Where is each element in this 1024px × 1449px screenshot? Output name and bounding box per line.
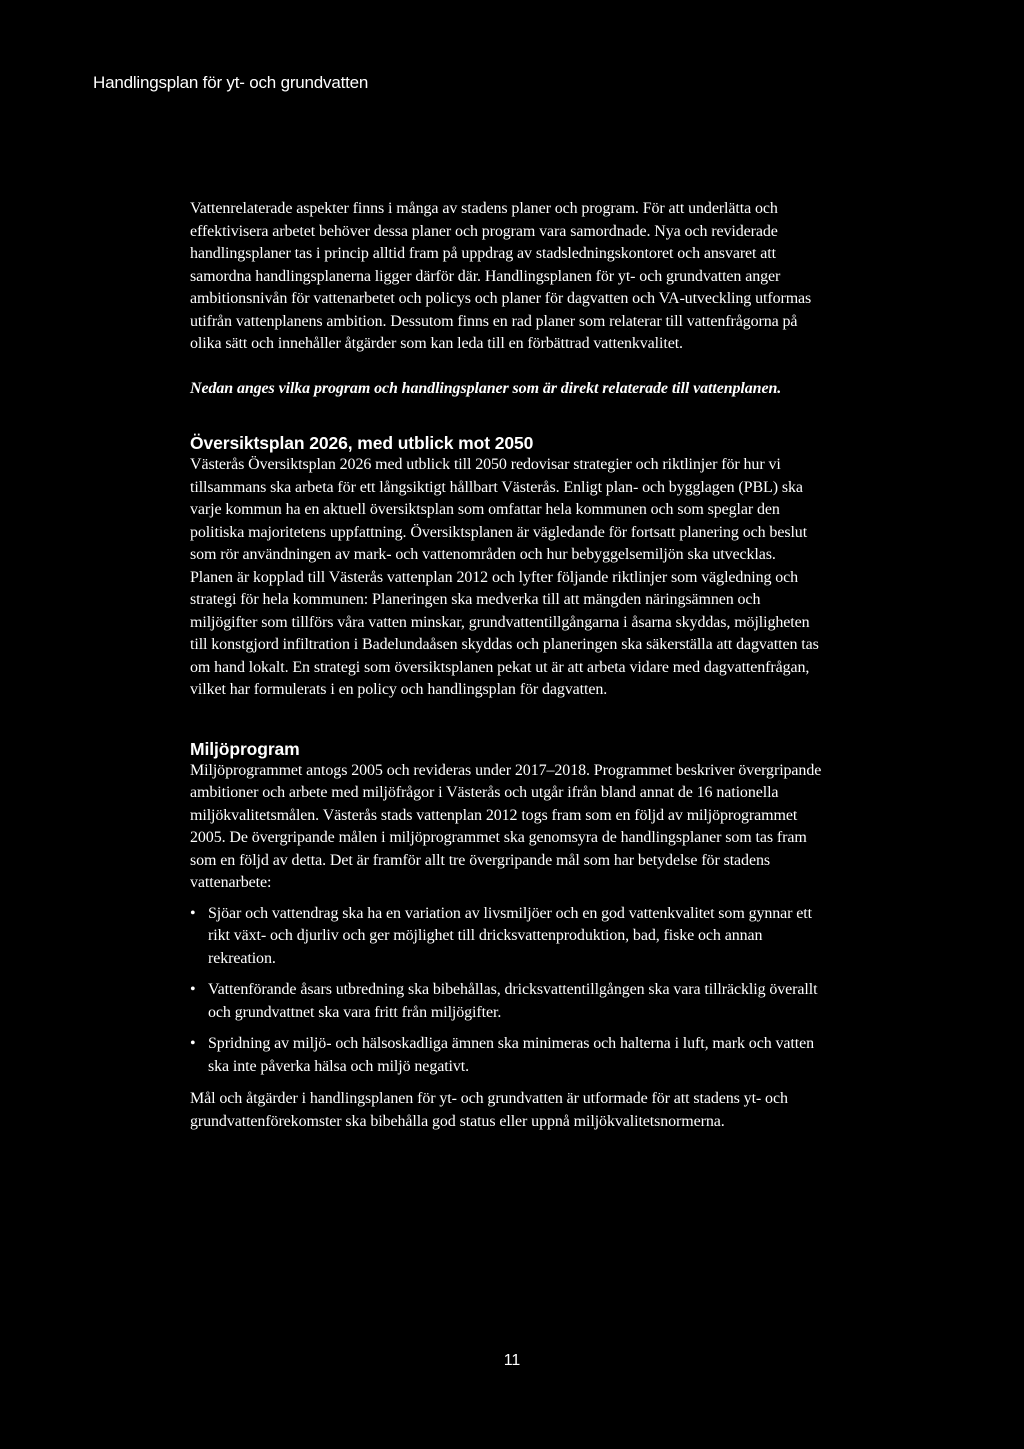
goal-list	[190, 903, 822, 1079]
list-item	[190, 979, 822, 1024]
bullet-icon: •	[190, 1035, 196, 1052]
page-number: 11	[503, 1352, 521, 1369]
closing-paragraph: Mål och åtgärder i handlingsplanen för yt- och grundvatten är utformade för att stadens yt- och grundvattenförekomster ska bibehålla god status eller uppnå miljökvalitetsnormerna.	[190, 1090, 788, 1130]
section-oversiktsplan	[190, 432, 822, 702]
bullet-icon: •	[190, 981, 196, 998]
list-item	[190, 1033, 822, 1078]
emphasis-paragraph: Nedan anges vilka program och handlingsplaner som är direkt relaterade till vattenplanen.	[190, 379, 782, 397]
list-item	[190, 903, 822, 971]
section-heading-miljoprogram: Miljöprogram	[190, 738, 300, 759]
list-item-text: Sjöar och vattendrag ska ha en variation av livsmiljöer och en god vattenkvalitet som gynnar ett rikt växt- och djurliv och ger möjlighet till dricksvattenproduktion, bad, fiske och annan rekreation.	[208, 904, 813, 967]
section-miljoprogram	[190, 738, 822, 1134]
list-item-text: Spridning av miljö- och hälsoskadliga ämnen ska minimeras och halterna i luft, mark och vatten ska inte påverka hälsa och miljö negativt.	[208, 1035, 814, 1075]
section-body-miljoprogram: Miljöprogrammet antogs 2005 och revideras under 2017–2018. Programmet beskriver övergripande ambitioner och arbete med miljöfrågor i Västerås och utgår ifrån bland annat de 16 nationella miljökvalitetsmålen. Västerås stads vattenplan 2012 togs fram som en följd av miljöprogrammet 2005. De övergripande målen i miljöprogrammet ska genomsyra de handlingsplaner som tas fram som en följd av detta. Det är framför allt tre övergripande mål som har betydelse för stadens vattenarbete:	[190, 761, 822, 891]
page-content	[190, 198, 822, 1169]
intro-paragraph: Vattenrelaterade aspekter finns i många av stadens planer och program. För att underlätta och effektivisera arbetet behöver dessa planer och program vara samordnade. Nya och reviderade handlingsplaner tas i princip alltid fram på uppdrag av stadsledningskontoret och ansvaret att samordna handlingsplanerna ligger därför där. Handlingsplanen för yt- och grundvatten anger ambitionsnivån för vattenarbetet och policys och planer för dagvatten och VA-utveckling utformas utifrån vattenplanens ambition. Dessutom finns en rad planer som relaterar till vattenfrågorna på olika sätt och innehåller åtgärder som kan leda till en förbättrad vattenkvalitet.	[190, 200, 812, 352]
section-body-oversiktsplan: Västerås Översiktsplan 2026 med utblick till 2050 redovisar strategier och riktlinjer för hur vi tillsammans ska arbeta för ett långsiktigt hållbart Västerås. Enligt plan- och bygglagen (PBL) ska varje kommun ha en aktuell översiktsplan som omfattar hela kommunen och som speglar den politiska majoritetens uppfattning. Översiktsplanen är vägledande för fortsatt planering och beslut som rör användningen av mark- och vattenområden och hur bebyggelsemiljön ska utvecklas. Planen är kopplad till Västerås vattenplan 2012 och lyfter följande riktlinjer som vägledning och strategi för hela kommunen: Planeringen ska medverka till att mängden näringsämnen och miljögifter som tillförs våra vatten minskar, grundvattentillgångarna i åsarna skyddas, möjligheten till konstgjord infiltration i Badelundaåsen skyddas och planeringen ska säkerställa att dagvatten tas om hand lokalt. En strategi som översiktsplanen pekat ut är att arbeta vidare med dagvattenfrågan, vilket har formulerats i en policy och handlingsplan för dagvatten.	[190, 456, 819, 698]
section-heading-oversiktsplan: Översiktsplan 2026, med utblick mot 2050	[190, 433, 534, 453]
running-header: Handlingsplan för yt- och grundvatten	[93, 73, 369, 92]
bullet-icon: •	[190, 904, 196, 922]
list-item-text: Vattenförande åsars utbredning ska bibehållas, dricksvattentillgången ska vara tillräcklig överallt och grundvattnet ska vara fritt från miljögifter.	[208, 981, 818, 1021]
